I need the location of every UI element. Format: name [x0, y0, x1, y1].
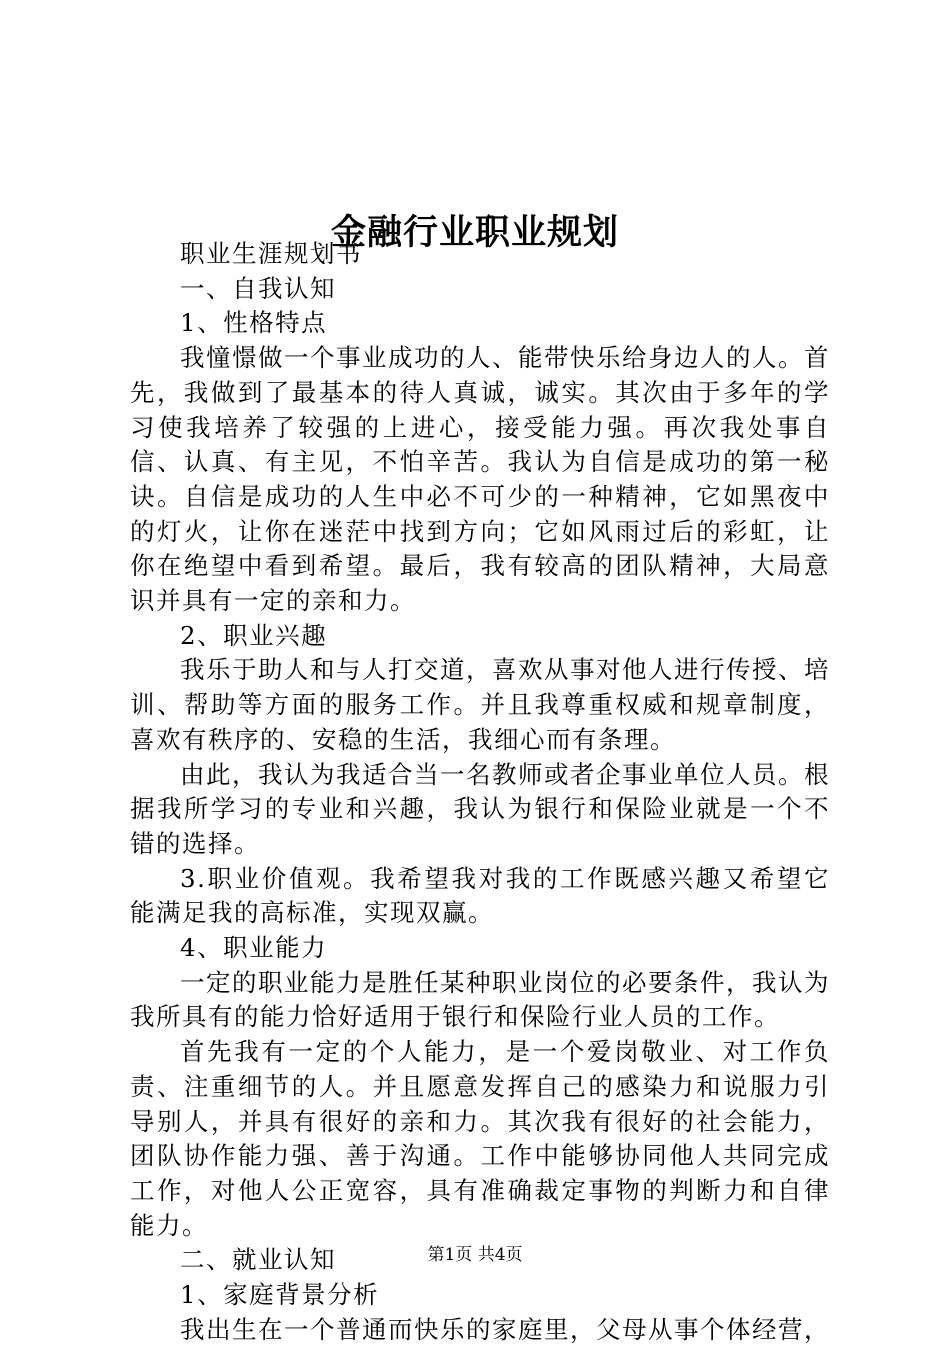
subsection-heading: 1、性格特点	[180, 308, 328, 338]
paragraph: 我憧憬做一个事业成功的人、能带快乐给身边人的人。首先，我做到了最基本的待人真诚，诚实。其次由于多年的学习使我培养了较强的上进心，接受能力强。再次我处事自信、认真、有主见，不怕辛苦。我认为自信是成功的第一秘诀。自信是成功的人生中必不可少的一种精神，它如黑夜中的灯火，让你在迷茫中找到方向；它如风雨过后的彩虹，让你在绝望中看到希望。最后，我有较高的团队精神，大局意识并具有一定的亲和力。	[130, 343, 830, 616]
paragraph: 由此，我认为我适合当一名教师或者企事业单位人员。根据我所学习的专业和兴趣，我认为银行和保险业就是一个不错的选择。	[130, 759, 830, 858]
subsection-heading: 4、职业能力	[180, 933, 328, 963]
paragraph: 一定的职业能力是胜任某种职业岗位的必要条件，我认为我所具有的能力恰好适用于银行和保险行业人员的工作。	[130, 967, 830, 1032]
paragraph: 我出生在一个普通而快乐的家庭里，父母从事个体经营，	[180, 1314, 830, 1344]
paragraph: 3.职业价值观。我希望我对我的工作既感兴趣又希望它能满足我的高标准，实现双赢。	[130, 863, 830, 928]
document-body	[130, 237, 830, 1348]
subsection-heading: 2、职业兴趣	[180, 620, 328, 650]
section-heading: 一、自我认知	[180, 273, 336, 303]
paragraph: 首先我有一定的个人能力，是一个爱岗敬业、对工作负责、注重细节的人。并且愿意发挥自己的感染力和说服力引导别人，并具有很好的亲和力。其次我有很好的社会能力，团队协作能力强、善于沟通。工作中能够协同他人共同完成工作，对他人公正宽容，具有准确裁定事物的判断力和自律能力。	[130, 1037, 830, 1240]
paragraph: 职业生涯规划书	[180, 239, 362, 268]
paragraph: 我乐于助人和与人打交道，喜欢从事对他人进行传授、培训、帮助等方面的服务工作。并且我尊重权威和规章制度，喜欢有秩序的、安稳的生活，我细心而有条理。	[130, 655, 830, 754]
page-number-footer: 第1页 共4页	[427, 1245, 523, 1265]
document-title: 金融行业职业规划	[330, 212, 619, 254]
subsection-heading: 1、家庭背景分析	[180, 1280, 380, 1310]
section-heading: 二、就业认知	[180, 1245, 336, 1275]
